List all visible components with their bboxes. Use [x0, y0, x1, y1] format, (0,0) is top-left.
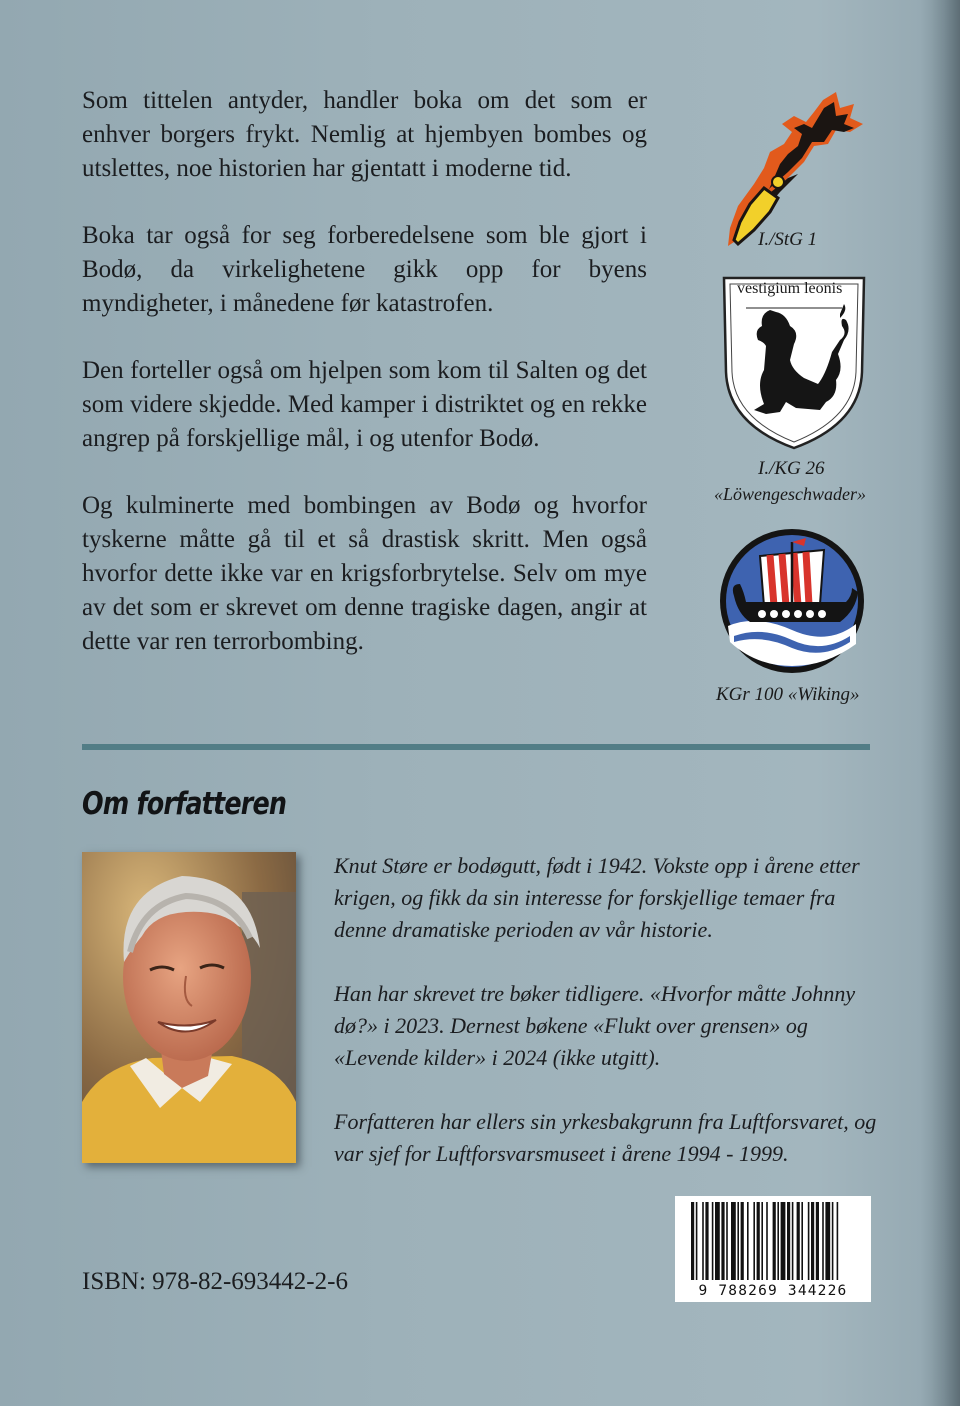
blurb-paragraph-3: Den forteller også om hjelpen som kom til Salten og det som videre skjedde. Med kamper i distriktet og en rekke angrep på forskjellige mål, i og utenfor Bodø. — [82, 357, 647, 452]
barcode-bar — [741, 1202, 744, 1280]
barcode-bar — [721, 1202, 724, 1280]
author-bio-paragraph-3: Forfatteren har ellers sin yrkesbakgrunn fra Luftforsvaret, og var sjef for Luftforsvarsmuseet i årene 1994 - 1999. — [334, 1109, 877, 1166]
barcode-bar — [816, 1202, 819, 1280]
barcode-bar — [837, 1202, 839, 1280]
blurb-paragraph-4: Og kulminerte med bombingen av Bodø og hvorfor tyskerne måtte gå til et så drastisk skritt. Men også hvorfor dette ikke var en krigsforbrytelse. Selv om mye av det som er skrevet om denne tragiske dagen, angir at dette var ren terrorbombing. — [82, 492, 647, 655]
barcode-bar — [808, 1202, 810, 1280]
barcode-bar — [811, 1202, 814, 1280]
barcode-bar — [712, 1202, 714, 1280]
barcode-bar — [753, 1202, 755, 1280]
barcode-bar — [832, 1202, 834, 1280]
barcode-bar — [737, 1202, 739, 1280]
back-cover-blurb — [82, 84, 647, 692]
blurb-paragraph-2: Boka tar også for seg forberedelsene som ble gjort i Bodø, da virkelighetene gikk opp for byens myndigheter, i månedene før katastrofen. — [82, 222, 647, 317]
viking-ship-roundel-icon — [716, 526, 868, 676]
author-bio-paragraph-1: Knut Støre er bodøgutt, født i 1942. Vokste opp i årene etter krigen, og fikk da sin interesse for forskjellige temaer fra denne dramatiske perioden av vår historie. — [334, 853, 860, 942]
barcode-bar — [715, 1202, 720, 1280]
emblem-caption-lowengeschwader: «Löwengeschwader» — [714, 484, 866, 504]
barcode-bar — [787, 1202, 790, 1280]
isbn-barcode — [675, 1196, 871, 1302]
barcode-bar — [766, 1202, 768, 1280]
lion-shield-icon — [720, 274, 868, 452]
barcode-bar — [696, 1202, 698, 1280]
section-divider — [82, 744, 870, 750]
barcode-bar — [757, 1202, 760, 1280]
barcode-bar — [777, 1202, 779, 1280]
barcode-bar — [781, 1202, 786, 1280]
barcode-bar — [747, 1202, 749, 1280]
author-heading: Om forfatteren — [82, 786, 287, 822]
barcode-bar — [702, 1202, 704, 1280]
emblem-motto: vestigium leonis — [737, 280, 843, 297]
barcode-digits: 9 788269 344226 — [698, 1283, 848, 1299]
author-photo — [82, 852, 296, 1163]
author-bio — [334, 850, 884, 1202]
barcode-bars — [675, 1196, 871, 1282]
barcode-bar — [731, 1202, 736, 1280]
isbn-text: ISBN: 978-82-693442-2-6 — [82, 1268, 348, 1295]
blurb-paragraph-1: Som tittelen antyder, handler boka om det som er enhver borgers frykt. Nemlig at hjembyen bombes og utslettes, noe historien har gjentatt i moderne tid. — [82, 87, 647, 182]
barcode-bar — [691, 1202, 694, 1280]
emblem-caption-stg1: I./StG 1 — [758, 229, 818, 250]
emblem-caption-kg26: I./KG 26 — [758, 458, 825, 479]
author-bio-paragraph-2: Han har skrevet tre bøker tidligere. «Hvorfor måtte Johnny dø?» i 2023. Dernest bøkene «Flukt over grensen» og «Levende kilder» i 2024 (ikke utgitt). — [334, 981, 856, 1070]
barcode-bar — [705, 1202, 708, 1280]
barcode-bar — [801, 1202, 803, 1280]
barcode-bar — [797, 1202, 800, 1280]
barcode-bar — [773, 1202, 776, 1280]
barcode-bar — [761, 1202, 763, 1280]
spine-shadow — [920, 0, 960, 1406]
barcode-bar — [822, 1202, 824, 1280]
barcode-bar — [726, 1202, 728, 1280]
emblem-caption-kgr100: KGr 100 «Wiking» — [716, 684, 860, 705]
barcode-bar — [792, 1202, 794, 1280]
barcode-bar — [825, 1202, 830, 1280]
